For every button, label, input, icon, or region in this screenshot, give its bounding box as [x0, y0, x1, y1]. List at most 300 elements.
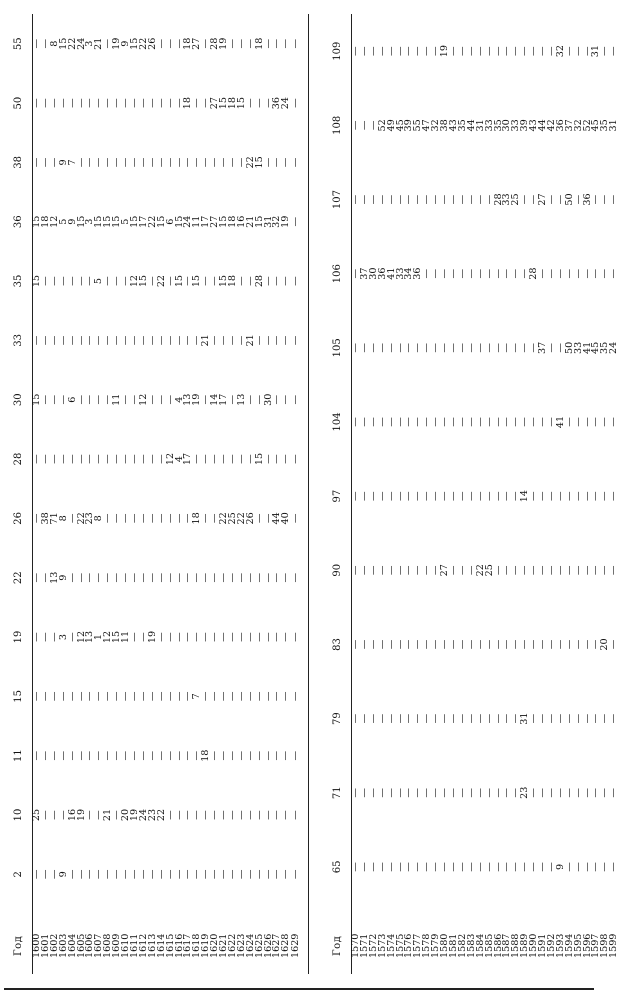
table-cell: —	[244, 810, 256, 820]
table-cell: —	[93, 572, 105, 583]
table-cell: —	[350, 268, 361, 279]
table-cell: 19	[111, 37, 123, 50]
table-row	[60, 14, 69, 974]
table-cell: 15	[93, 215, 105, 228]
table-cell: —	[581, 565, 593, 576]
table-cell: —	[120, 869, 132, 880]
table-cell: —	[173, 157, 185, 168]
table-cell: —	[128, 335, 140, 346]
row-year: 1609	[111, 933, 123, 958]
table-cell: 36	[412, 267, 424, 280]
table-cell: —	[111, 335, 123, 346]
table-cell: —	[465, 491, 477, 501]
table-cell: —	[84, 572, 96, 583]
table-cell: —	[164, 335, 176, 346]
table-cell: —	[93, 810, 105, 820]
table-cell: 35	[456, 119, 468, 132]
table-cell: —	[155, 335, 167, 346]
table-cell: 15	[235, 96, 247, 110]
table-cell: —	[75, 276, 87, 286]
table-cell: —	[492, 491, 504, 501]
table-cell: —	[608, 194, 619, 205]
row-year: 1613	[146, 933, 158, 958]
table-cell: —	[501, 268, 513, 279]
table-cell: —	[590, 417, 602, 427]
table-cell: 37	[537, 341, 549, 354]
table-cell: —	[412, 713, 424, 724]
column-header: 22	[4, 548, 33, 607]
table-cell: —	[456, 787, 468, 798]
table-cell: —	[137, 750, 149, 761]
row-year: 1575	[394, 933, 406, 958]
row-year: 1574	[385, 933, 397, 958]
table-cell: —	[280, 632, 292, 642]
table-cell: 9	[57, 574, 69, 581]
table-cell: —	[66, 691, 78, 702]
table-cell: —	[120, 394, 132, 405]
table-cell: —	[403, 194, 415, 205]
table-cell: 38	[439, 119, 451, 132]
table-cell: —	[537, 862, 549, 872]
table-cell: —	[358, 491, 370, 501]
table-cell: —	[182, 157, 194, 168]
row-year: 1583	[465, 933, 477, 958]
table-cell: —	[289, 869, 301, 880]
table-cell: 35	[599, 119, 611, 132]
table-cell: 17	[200, 215, 212, 228]
table-cell: 18	[253, 37, 265, 50]
table-cell: —	[93, 869, 105, 880]
table-cell: —	[528, 713, 540, 724]
table-cell: 15	[137, 274, 149, 288]
table-cell: —	[581, 491, 593, 501]
table-cell: —	[412, 639, 424, 650]
table-cell: —	[173, 810, 185, 820]
table-cell: 28	[528, 267, 540, 280]
table-cell: 15	[31, 393, 42, 406]
table-cell: —	[39, 632, 51, 642]
column-header: 109	[323, 14, 352, 88]
table-cell: —	[289, 691, 301, 702]
table-cell: —	[84, 276, 96, 286]
table-cell: 27	[209, 215, 221, 228]
table-cell: —	[474, 46, 486, 56]
table-cell: 35	[599, 341, 611, 354]
table-cell: —	[289, 632, 301, 642]
table-cell: 15	[111, 630, 123, 644]
table-cell: —	[31, 335, 42, 346]
table-cell: 44	[271, 512, 283, 525]
table-cell: —	[31, 572, 42, 583]
table-cell: 5	[57, 218, 69, 225]
table-cell: —	[280, 335, 292, 346]
table-cell: 36	[581, 193, 593, 206]
table-cell: —	[191, 869, 203, 880]
table-cell: —	[608, 862, 619, 872]
table-cell: 42	[545, 119, 557, 132]
table-cell: —	[271, 394, 283, 405]
table-cell: —	[421, 194, 433, 205]
table-cell: —	[501, 491, 513, 501]
table-cell: 15	[218, 96, 230, 110]
column-header: 55	[4, 14, 33, 73]
table-cell: —	[439, 194, 451, 205]
table-cell: —	[182, 750, 194, 761]
table-cell: —	[421, 417, 433, 427]
table-cell: —	[280, 750, 292, 761]
table-cell: —	[367, 787, 379, 798]
table-cell: 9	[57, 871, 69, 878]
column-header: 50	[4, 73, 33, 132]
table-cell: —	[608, 46, 619, 56]
table-cell: —	[358, 417, 370, 427]
table-cell: —	[218, 632, 230, 642]
table-cell: 23	[84, 512, 96, 525]
table-cell: —	[350, 565, 361, 576]
table-cell: —	[528, 417, 540, 427]
table-cell: —	[226, 691, 238, 702]
table-cell: 32	[572, 119, 584, 132]
table-cell: —	[146, 98, 158, 108]
table-cell: —	[164, 691, 176, 702]
table-cell: —	[456, 417, 468, 427]
table-cell: 39	[519, 119, 531, 132]
table-cell: —	[173, 691, 185, 702]
table-cell: —	[57, 276, 69, 286]
table-cell: —	[120, 572, 132, 583]
row-year: 1592	[545, 933, 557, 958]
table-cell: —	[173, 38, 185, 49]
table-cell: 14	[519, 490, 531, 503]
table-cell: —	[164, 810, 176, 820]
table-cell: —	[581, 639, 593, 650]
table-cell: —	[456, 639, 468, 650]
table-cell: —	[218, 750, 230, 761]
table-cell: —	[218, 869, 230, 880]
table-cell: —	[271, 750, 283, 761]
table-cell: —	[75, 869, 87, 880]
table-cell: 13	[235, 393, 247, 406]
table-cell: —	[492, 46, 504, 56]
column-header: 106	[323, 237, 352, 311]
table-cell: —	[31, 869, 42, 880]
table-cell: —	[262, 572, 274, 583]
table-cell: —	[439, 268, 451, 279]
table-cell: —	[483, 639, 495, 650]
table-cell: 25	[31, 808, 42, 822]
table-cell: 18	[200, 749, 212, 762]
table-cell: —	[572, 565, 584, 576]
column-header: 108	[323, 88, 352, 162]
table-cell: 19	[439, 45, 451, 58]
table-cell: —	[137, 335, 149, 346]
table-cell: —	[155, 394, 167, 405]
table-cell: —	[447, 713, 459, 724]
table-cell: —	[280, 157, 292, 168]
table-cell: 22	[474, 564, 486, 577]
table-cell: —	[447, 194, 459, 205]
table-cell: —	[358, 194, 370, 205]
table-cell: —	[608, 713, 619, 724]
table-cell: —	[111, 454, 123, 464]
column-header: 35	[4, 251, 33, 310]
table-cell: —	[209, 513, 221, 524]
table-cell: 16	[235, 215, 247, 228]
table-cell: —	[289, 394, 301, 405]
table-cell: —	[447, 417, 459, 427]
table-cell: —	[182, 691, 194, 702]
column-header: 107	[323, 162, 352, 236]
table-cell: —	[235, 810, 247, 820]
table-cell: —	[280, 691, 292, 702]
table-cell: —	[191, 632, 203, 642]
table-cell: —	[137, 572, 149, 583]
row-year: 1614	[155, 933, 167, 958]
table-cell: 15	[218, 274, 230, 288]
row-year: 1621	[218, 933, 230, 958]
table-cell: 52	[581, 119, 593, 132]
table-cell: —	[137, 513, 149, 524]
table-cell: —	[563, 787, 575, 798]
table-cell: 21	[244, 334, 256, 347]
table-cell: —	[358, 713, 370, 724]
table-cell: 31	[590, 45, 602, 58]
table-cell: —	[563, 713, 575, 724]
table-cell: 9	[120, 40, 132, 47]
table-cell: —	[465, 417, 477, 427]
table-cell: 15	[155, 215, 167, 228]
table-cell: —	[350, 46, 361, 56]
table-cell: —	[581, 787, 593, 798]
table-cell: 32	[271, 215, 283, 228]
table-cell: —	[403, 565, 415, 576]
table-cell: 50	[563, 193, 575, 206]
table-cell: —	[244, 691, 256, 702]
table-cell: 18	[39, 215, 51, 228]
table-cell: —	[244, 38, 256, 49]
table-cell: —	[519, 639, 531, 650]
table-cell: —	[510, 343, 522, 353]
table-cell: —	[155, 572, 167, 583]
table-cell: —	[280, 394, 292, 405]
table-cell: —	[528, 639, 540, 650]
table-cell: —	[412, 862, 424, 872]
row-year: 1571	[358, 933, 370, 958]
table-row	[291, 14, 301, 974]
table-cell: 5	[120, 218, 132, 225]
table-cell: —	[84, 454, 96, 464]
table-cell: 3	[57, 633, 69, 641]
table-cell: 33	[572, 341, 584, 354]
table-cell: 41	[385, 267, 397, 280]
table-cell: —	[358, 787, 370, 798]
table-cell: —	[537, 639, 549, 650]
table-cell: —	[563, 862, 575, 872]
table-cell: —	[84, 98, 96, 108]
table-cell: —	[66, 750, 78, 761]
table-cell: —	[430, 639, 442, 650]
table-cell: 27	[439, 564, 451, 577]
table-cell: —	[164, 98, 176, 108]
table-cell: —	[510, 639, 522, 650]
table-cell: —	[465, 639, 477, 650]
column-header: 19	[4, 607, 33, 666]
table-cell: —	[385, 343, 397, 353]
table-cell: —	[31, 513, 42, 524]
table-cell: —	[581, 46, 593, 56]
table-cell: —	[483, 862, 495, 872]
table-cell: —	[218, 572, 230, 583]
row-year: 1612	[137, 933, 149, 958]
table-cell: —	[191, 750, 203, 761]
table-cell: —	[412, 565, 424, 576]
table-cell: —	[244, 98, 256, 108]
table-cell: —	[200, 572, 212, 583]
table-cell: —	[350, 417, 361, 427]
table-cell: —	[128, 750, 140, 761]
table-cell: —	[492, 862, 504, 872]
column-header: 36	[4, 192, 33, 251]
row-year: 1603	[57, 933, 69, 958]
table-cell: 7	[191, 693, 203, 700]
table-cell: —	[271, 454, 283, 464]
table-cell: —	[350, 194, 361, 205]
table-cell: —	[572, 862, 584, 872]
table-cell: —	[367, 639, 379, 650]
table-cell: —	[218, 157, 230, 168]
table-cell: —	[200, 38, 212, 49]
table-cell: 15	[31, 274, 42, 288]
table-cell: —	[31, 38, 42, 49]
table-cell: —	[253, 810, 265, 820]
table-cell: —	[128, 157, 140, 168]
table-cell: —	[563, 46, 575, 56]
table-cell: —	[218, 691, 230, 702]
table-cell: —	[155, 869, 167, 880]
table-cell: —	[421, 46, 433, 56]
table-cell: —	[528, 343, 540, 353]
row-year: 1601	[39, 933, 51, 958]
table-cell: —	[545, 862, 557, 872]
table-cell: —	[581, 713, 593, 724]
table-cell: —	[173, 572, 185, 583]
table-cell: —	[367, 46, 379, 56]
table-cell: 40	[280, 512, 292, 525]
row-year: 1579	[430, 933, 442, 958]
table-cell: —	[155, 157, 167, 168]
table-cell: —	[164, 572, 176, 583]
table-cell: —	[111, 157, 123, 168]
table-cell: —	[350, 120, 361, 131]
table-cell: —	[519, 862, 531, 872]
table-cell: 21	[93, 37, 105, 50]
table-cell: —	[84, 691, 96, 702]
table-cell: —	[57, 98, 69, 108]
table-cell: —	[501, 713, 513, 724]
table-cell: 15	[111, 215, 123, 228]
table-cell: —	[244, 276, 256, 286]
table-cell: —	[191, 157, 203, 168]
table-cell: 25	[510, 193, 522, 206]
row-year: 1625	[253, 933, 265, 958]
table-cell: —	[164, 750, 176, 761]
table-cell: 22	[155, 274, 167, 288]
table-cell: 37	[563, 119, 575, 132]
table-cell: 12	[48, 215, 60, 228]
table-cell: —	[537, 46, 549, 56]
table-cell: —	[447, 268, 459, 279]
table-cell: —	[554, 639, 566, 650]
table-cell: —	[102, 572, 114, 583]
table-cell: —	[226, 750, 238, 761]
table-cell: —	[510, 268, 522, 279]
section-divider	[308, 14, 309, 974]
table-cell: —	[235, 335, 247, 346]
table-cell: —	[358, 565, 370, 576]
table-cell: —	[48, 810, 60, 820]
table-cell: 19	[128, 808, 140, 822]
table-cell: —	[200, 513, 212, 524]
table-cell: —	[456, 46, 468, 56]
table-cell: —	[200, 276, 212, 286]
table-cell: —	[519, 565, 531, 576]
table-cell: —	[200, 98, 212, 108]
table-cell: —	[581, 862, 593, 872]
table-cell: —	[421, 713, 433, 724]
table-cell: —	[563, 639, 575, 650]
table-cell: 15	[102, 215, 114, 228]
row-year: 1626	[262, 933, 274, 958]
table-cell: —	[66, 513, 78, 524]
table-cell: —	[545, 713, 557, 724]
table-cell: —	[84, 869, 96, 880]
table-cell: —	[394, 713, 406, 724]
table-cell: —	[173, 98, 185, 108]
table-cell: —	[367, 862, 379, 872]
table-cell: —	[545, 565, 557, 576]
row-year: 1590	[528, 933, 540, 958]
table-cell: —	[253, 335, 265, 346]
table-cell: —	[599, 417, 611, 427]
table-cell: —	[376, 713, 388, 724]
table-cell: —	[501, 46, 513, 56]
table-cell: 31	[262, 215, 274, 228]
table-cell: —	[102, 157, 114, 168]
table-cell: 30	[367, 267, 379, 280]
table-cell: —	[253, 691, 265, 702]
table-cell: —	[599, 787, 611, 798]
table-cell: —	[590, 639, 602, 650]
table-cell: —	[421, 862, 433, 872]
table-cell: —	[75, 572, 87, 583]
table-cell: —	[31, 98, 42, 108]
table-cell: —	[191, 98, 203, 108]
table-section-1600-1629	[4, 14, 301, 974]
table-cell: 22	[218, 512, 230, 525]
table-cell: —	[75, 691, 87, 702]
table-cell: —	[465, 194, 477, 205]
table-cell: —	[537, 491, 549, 501]
table-cell: —	[608, 491, 619, 501]
table-cell: —	[209, 276, 221, 286]
table-cell: —	[271, 38, 283, 49]
table-cell: 8	[48, 40, 60, 47]
row-year: 1582	[456, 933, 468, 958]
table-cell: —	[253, 394, 265, 405]
table-cell: 12	[128, 274, 140, 288]
table-cell: —	[75, 98, 87, 108]
table-cell: —	[403, 417, 415, 427]
